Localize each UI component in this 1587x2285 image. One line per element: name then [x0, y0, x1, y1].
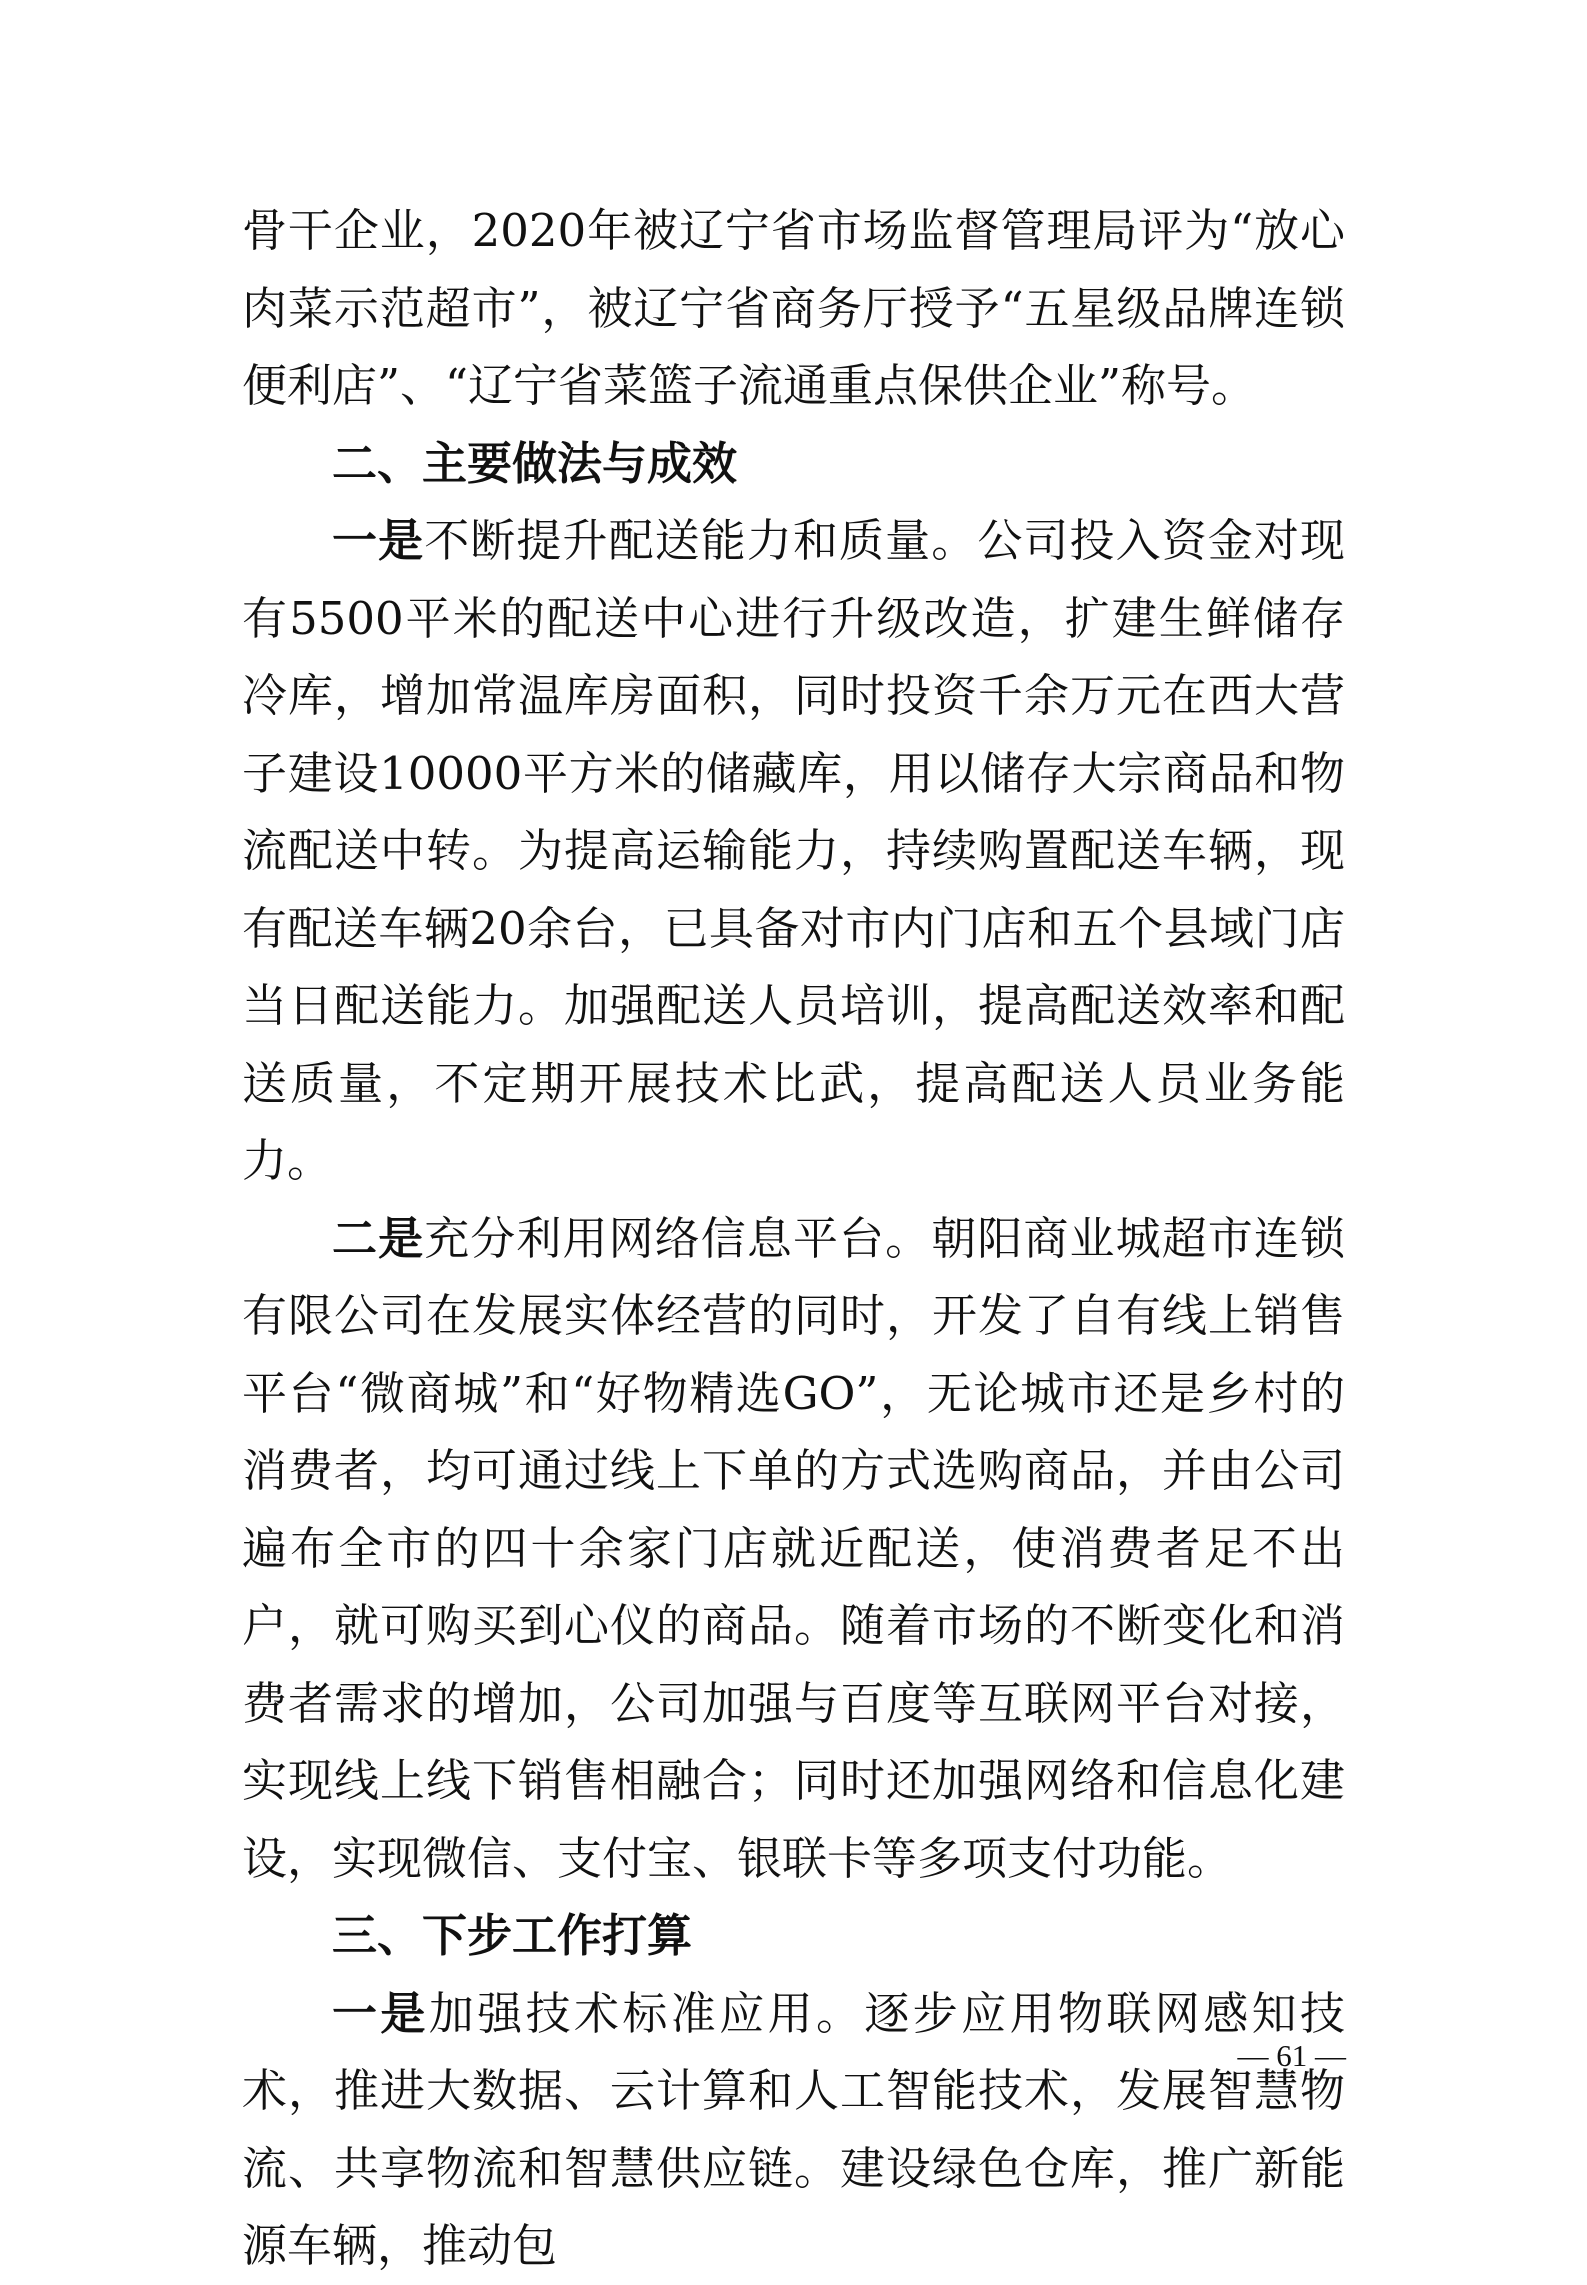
paragraph-lead: 一是 [332, 514, 425, 567]
paragraph-lead: 一是 [332, 1986, 429, 2040]
paragraph-text: 加强技术标准应用。逐步应用物联网感知技术，推进大数据、云计算和人工智能技术，发展智慧物流、共享物流和智慧供应链。建设绿色仓库，推广新能源车辆，推动包 [242, 1986, 1345, 2272]
paragraph-lead: 二是 [332, 1211, 425, 1265]
section-heading-3: 三、下步工作打算 [332, 1909, 693, 1962]
paragraph-text: 不断提升配送能力和质量。公司投入资金对现有5500平米的配送中心进行升级改造，扩建生鲜储存冷库，增加常温库房面积，同时投资千余万元在西大营子建设10000平方米的储藏库，用以储存大宗商品和物流配送中转。为提高运输能力，持续购置配送车辆，现有配送车辆20余台，已具备对市内门店和五个县域门店当日配送能力。加强配送人员培训，提高配送效率和配送质量，不定期开展技术比武，提高配送人员业务能力。 [242, 514, 1345, 1187]
section-heading-2: 二、主要做法与成效 [332, 436, 738, 490]
body-paragraph-3 [242, 1975, 1345, 2285]
body-paragraph-1 [242, 502, 1345, 1200]
paragraph-continuation: 骨干企业，2020年被辽宁省市场监督管理局评为“放心肉菜示范超市”，被辽宁省商务厅授予“五星级品牌连锁便利店”、“辽宁省菜篮子流通重点保供企业”称号。 [242, 204, 1345, 412]
page-number: — 61 — [1237, 2038, 1346, 2073]
paragraph-text: 充分利用网络信息平台。朝阳商业城超市连锁有限公司在发展实体经营的同时，开发了自有线上销售平台“微商城”和“好物精选GO”，无论城市还是乡村的消费者，均可通过线上下单的方式选购商品，并由公司遍布全市的四十余家门店就近配送，使消费者足不出户，就可购买到心仪的商品。随着市场的不断变化和消费者需求的增加，公司加强与百度等互联网平台对接，实现线上线下销售相融合；同时还加强网络和信息化建设，实现微信、支付宝、银联卡等多项支付功能。 [242, 1211, 1345, 1885]
document-body [242, 192, 1345, 2285]
body-paragraph-2 [242, 1200, 1345, 1898]
